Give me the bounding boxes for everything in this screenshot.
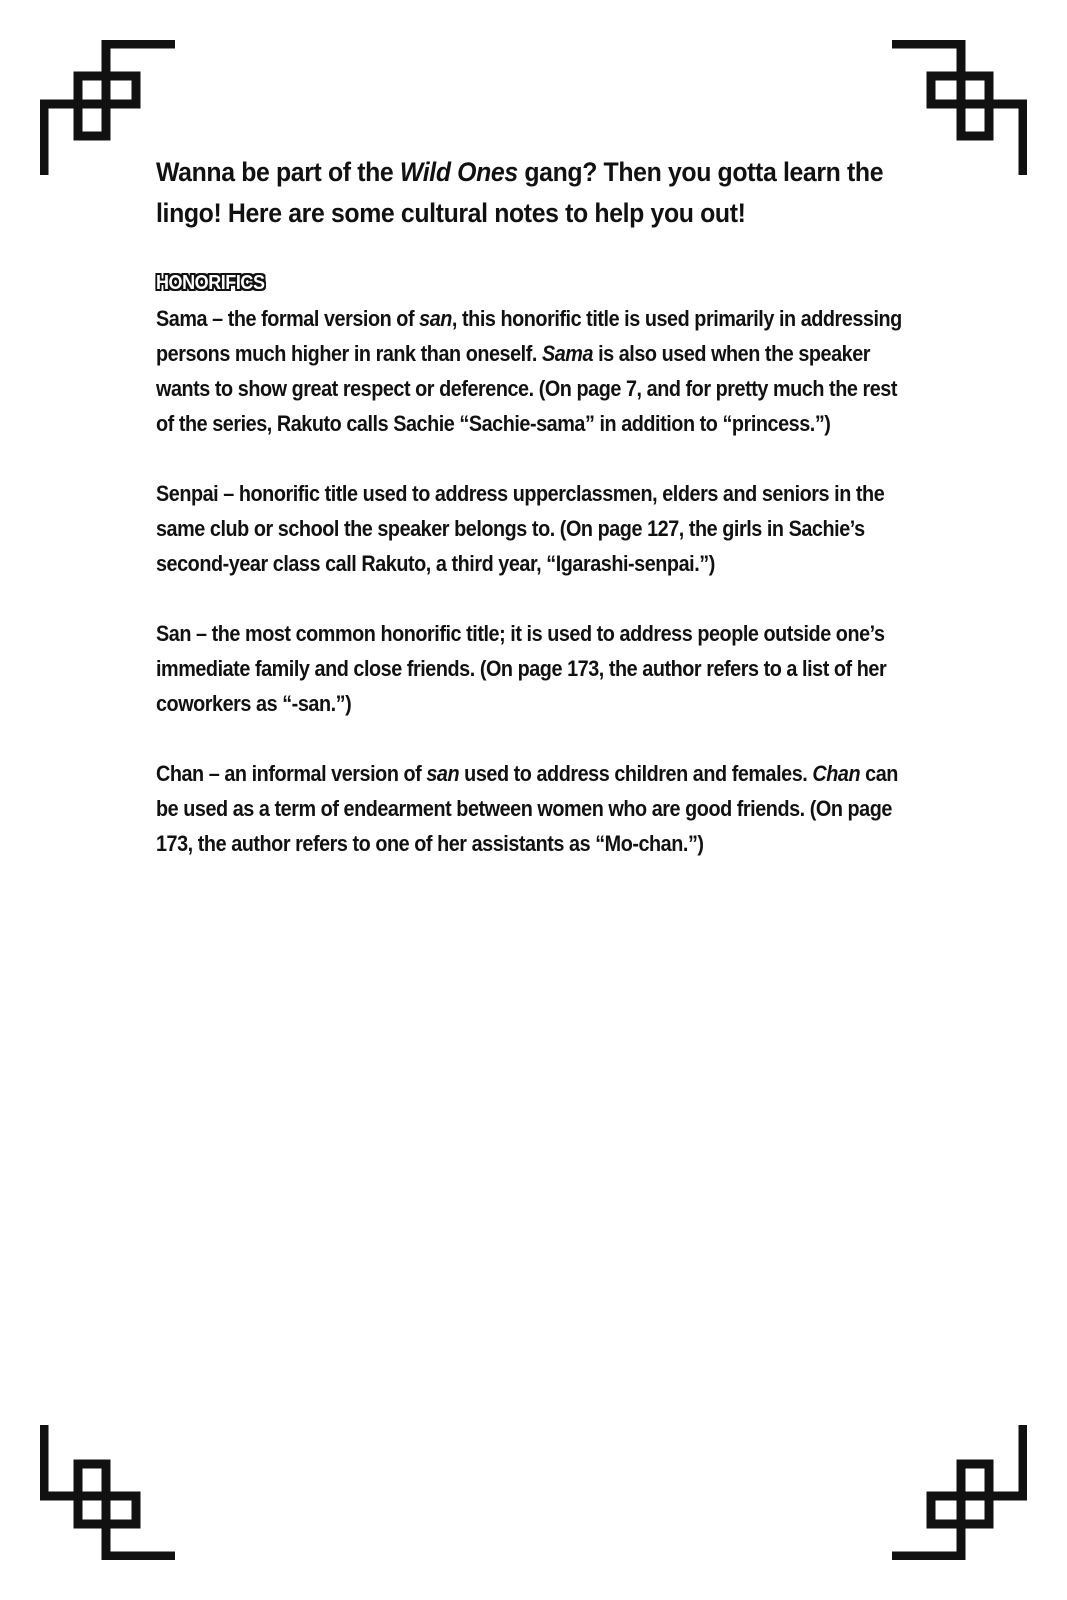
corner-ornament-top-left [40, 40, 175, 175]
entry-sama: Sama – the formal version of san, this honorific title is used primarily in addressing persons much higher in rank than oneself. Sama is also used when the speaker wants to show great respect or deference. (On page 7, and for pretty much the rest of the series, Rakuto calls Sachie “Sachie-sama” in addition to “princess.”) [156, 306, 902, 436]
intro-text-2: gang? Then you gotta learn the lingo! Here are some cultural notes to help you out! [156, 157, 884, 228]
entry-chan: Chan – an informal version of san used to address children and females. Chan can be used as a term of endearment between women who are good friends. (On page 173, the author refers to one of her assistants as “Mo-chan.”) [156, 761, 898, 856]
entry-senpai: Senpai – honorific title used to address upperclassmen, elders and seniors in the same club or school the speaker belongs to. (On page 127, the girls in Sachie’s second-year class call Rakuto, a third year, “Igarashi-senpai.”) [156, 481, 885, 576]
entry-term: Sama [156, 306, 208, 331]
fret-ornament-icon [40, 1425, 175, 1560]
fret-ornament-icon [40, 40, 175, 175]
section-heading-honorifics: HONORIFICS [156, 272, 265, 294]
intro-paragraph [156, 152, 892, 234]
honorifics-list [156, 301, 916, 861]
series-title: Wild Ones [399, 157, 518, 187]
corner-ornament-bottom-left [40, 1425, 175, 1560]
corner-ornament-bottom-right [892, 1425, 1027, 1560]
entry-san: San – the most common honorific title; it is used to address people outside one’s immediate family and close friends. (On page 173, the author refers to a list of her coworkers as “-san.”) [156, 621, 887, 716]
fret-ornament-icon [892, 1425, 1027, 1560]
page-content [156, 152, 916, 896]
entry-term: Chan [156, 761, 204, 786]
entry-term: Senpai [156, 481, 219, 506]
entry-term: San [156, 621, 191, 646]
intro-text-1: Wanna be part of the [156, 157, 400, 187]
